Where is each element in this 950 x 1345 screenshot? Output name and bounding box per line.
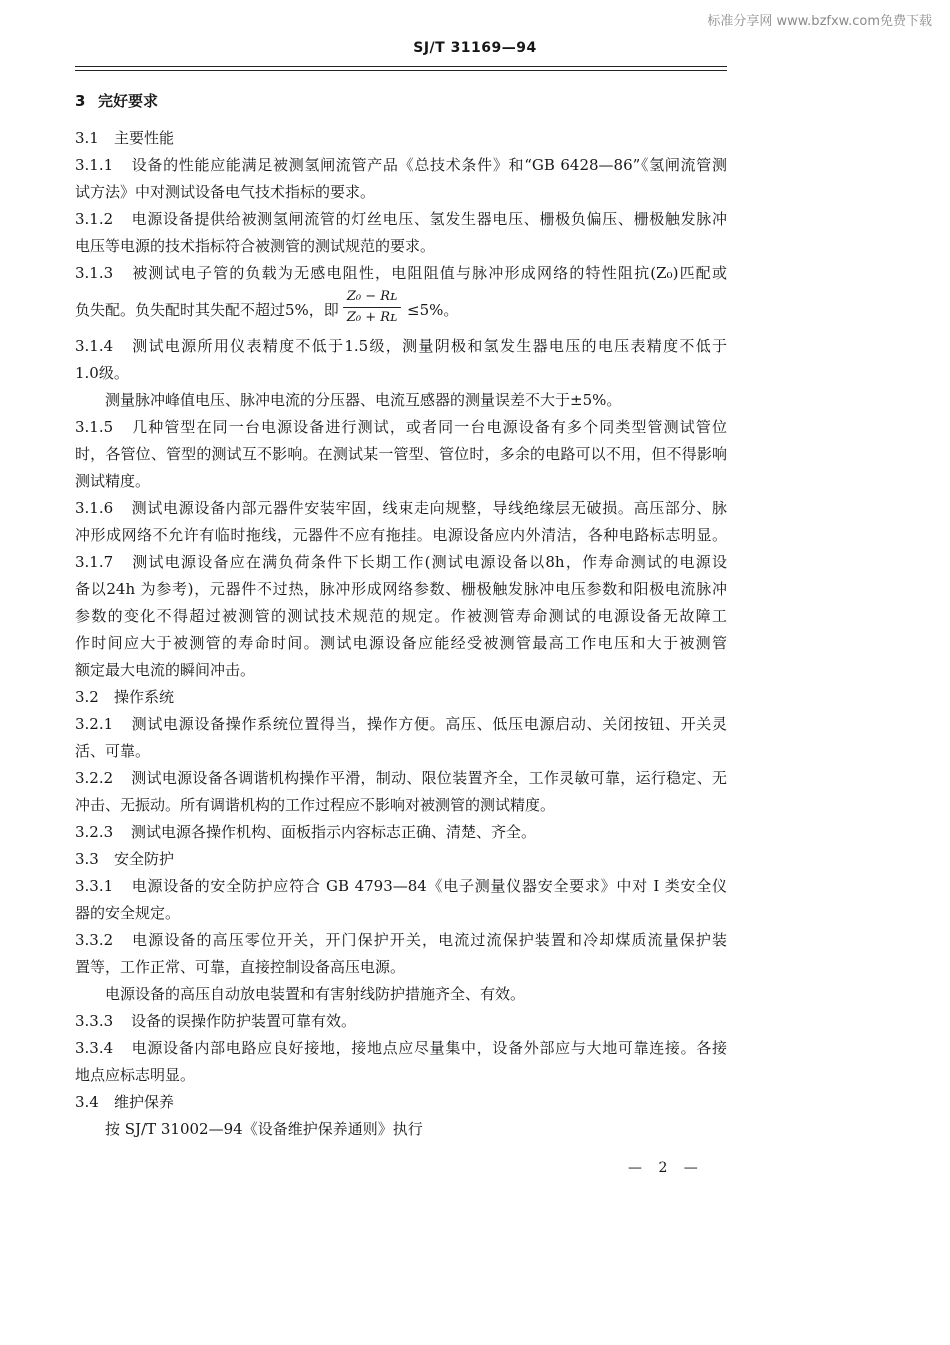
paragraph-3-1-5: 3.1.5 几种管型在同一台电源设备进行测试，或者同一台电源设备有多个同类型管测试管位 时，各管位、管型的测试互不影响。在测试某一管型、管位时，多余的电路可以不用，但不得影响 测试精度。 [75,418,727,490]
header-rule [75,66,727,67]
paragraph-3-1-4: 3.1.4 测试电源所用仪表精度不低于1.5级，测量阴极和氢发生器电压的电压表精度不低于 1.0级。 测量脉冲峰值电压、脉冲电流的分压器、电流互感器的测量误差不大于±5%。 [75,337,727,409]
paragraph-3-3-3: 3.3.3 设备的误操作防护装置可靠有效。 [75,1012,357,1030]
watermark: 标准分享网 www.bzfxw.com免费下载 [707,14,932,29]
paragraph-3-3-4: 3.3.4 电源设备内部电路应良好接地，接地点应尽量集中，设备外部应与大地可靠连接。各接 地点应标志明显。 [75,1039,727,1084]
paragraph-3-2-3: 3.2.3 测试电源各操作机构、面板指示内容标志正确、清楚、齐全。 [75,823,537,841]
subsection-heading: 3.3 安全防护 [75,850,175,868]
subsection-heading: 3.2 操作系统 [75,688,175,706]
page-number: — 2 — [628,1160,704,1176]
paragraph-3-2-2: 3.2.2 测试电源设备各调谐机构操作平滑，制动、限位装置齐全，工作灵敏可靠，运行稳定、无 冲击、无振动。所有调谐机构的工作过程应不影响对被测管的测试精度。 [75,769,727,814]
subsection-heading: 3.4 维护保养 [75,1093,175,1111]
paragraph-3-2-1: 3.2.1 测试电源设备操作系统位置得当，操作方便。高压、低压电源启动、关闭按钮、开关灵 活、可靠。 [75,715,727,760]
standard-header: SJ/T 31169—94 [413,40,537,56]
subsection-heading: 3.1 主要性能 [75,129,175,147]
paragraph-3-1-3: 3.1.3 被测试电子管的负载为无感电阻性，电阻阻值与脉冲形成网络的特性阻抗(Z₀)匹配或 负失配。负失配时其失配不超过5%，即 $\frac{\text{Z₀ − Rʟ}}{\text{Z₀ + Rʟ}}$ ≤5%。 [75,260,727,333]
header-rule-thin [75,70,727,71]
paragraph-3-1-7: 3.1.7 测试电源设备应在满负荷条件下长期工作(测试电源设备以8h，作寿命测试的电源设 备以24h 为参考)，元器件不过热，脉冲形成网络参数、栅极触发脉冲电压参数和阳极电流脉冲 参数的变化不得超过被测管的测试技术规范的规定。作被测管寿命测试的电源设备无故障工 作时间应大于被测管的寿命时间。测试电源设备应能经受被测管最高工作电压和大于被测管 额定最大电流的瞬间冲击。 [75,553,727,679]
section-heading: 3 完好要求 [75,92,159,110]
paragraph-3-3-2: 3.3.2 电源设备的高压零位开关，开门保护开关，电流过流保护装置和冷却煤质流量保护装 置等，工作正常、可靠，直接控制设备高压电源。 电源设备的高压自动放电装置和有害射线防护措施齐全、有效。 [75,931,727,1003]
document-body [75,88,727,1143]
paragraph-3-1-6: 3.1.6 测试电源设备内部元器件安装牢固，线束走向规整，导线绝缘层无破损。高压部分、脉 冲形成网络不允许有临时拖线，元器件不应有拖挂。电源设备应内外清洁，各种电路标志明显。 [75,499,727,544]
paragraph-3-4: 按 SJ/T 31002—94《设备维护保养通则》执行 [105,1120,423,1138]
paragraph-3-1-2: 3.1.2 电源设备提供给被测氢闸流管的灯丝电压、氢发生器电压、栅极负偏压、栅极触发脉冲 电压等电源的技术指标符合被测管的测试规范的要求。 [75,210,727,255]
fraction-formula: $\frac{\text{Z₀ − Rʟ}}{\text{Z₀ + Rʟ}}$ [343,287,401,328]
paragraph-3-1-1: 3.1.1 设备的性能应能满足被测氢闸流管产品《总技术条件》和“GB 6428—86”《氢闸流管测 试方法》中对测试设备电气技术指标的要求。 [75,156,727,201]
paragraph-3-3-1: 3.3.1 电源设备的安全防护应符合 GB 4793—84《电子测量仪器安全要求》中对 I 类安全仪 器的安全规定。 [75,877,727,922]
